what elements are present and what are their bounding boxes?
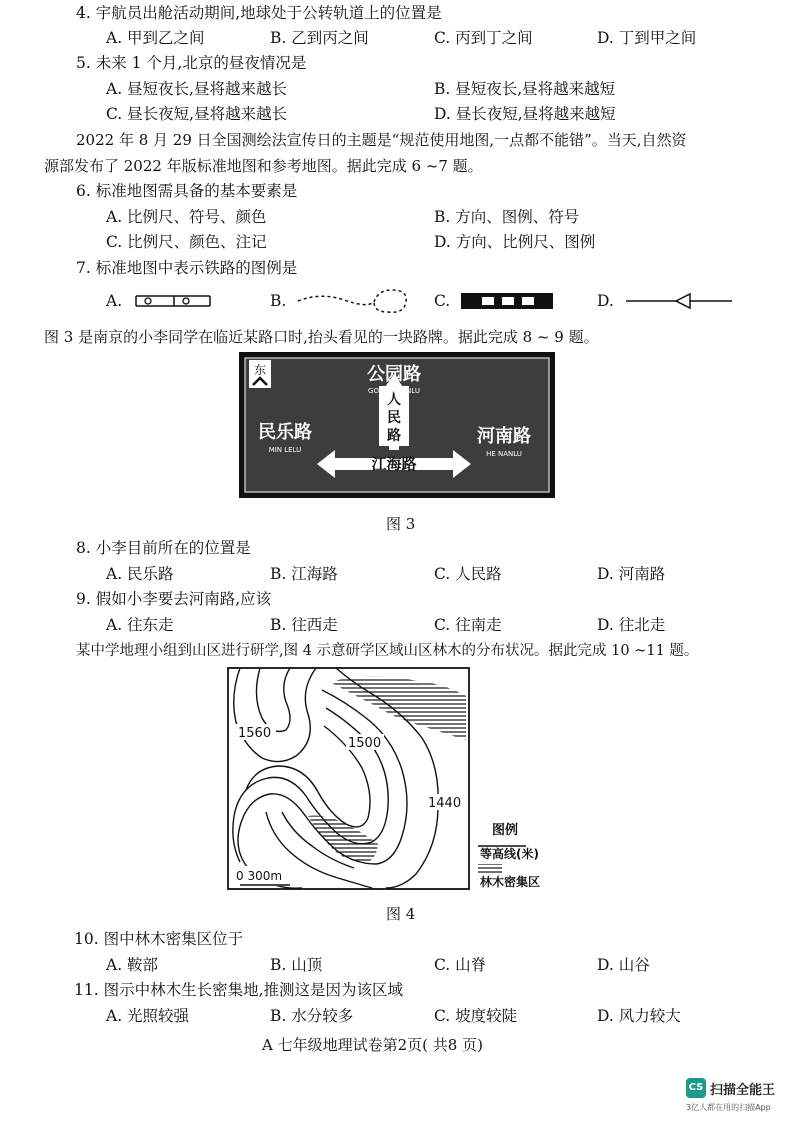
q9-option-b: B. 往西走 [270,616,338,634]
q6-option-b: B. 方向、图例、符号 [434,208,580,226]
intro-8-9: 图 3 是南京的小李同学在临近某路口时,抬头看见的一块路牌。据此完成 8 ~ 9 题。 [44,328,599,346]
q5-option-b: B. 昼短夜长,昼将越来越短 [434,80,616,98]
compass-label: 东 [253,363,267,377]
west-road-name: 民乐路 [258,422,312,443]
q8-option-a: A. 民乐路 [106,565,174,583]
contour-label-1500: 1500 [348,736,382,751]
scale-label: 0 300m [236,869,283,883]
q8-option-d: D. 河南路 [597,565,666,583]
scanner-brand-name: 扫描全能王 [710,1083,776,1098]
page-footer: A 七年级地理试卷第2页( 共8 页) [262,1036,483,1054]
q10-stem: 10. 图中林木密集区位于 [74,930,244,948]
legend-title: 图例 [492,823,519,838]
q8-stem: 8. 小李目前所在的位置是 [76,539,251,557]
road-sign [239,352,555,498]
railway-symbol-c [460,291,554,311]
q7-option-d-label: D. [597,292,614,310]
q7-option-c-label: C. [434,292,451,310]
q10-option-d: D. 山谷 [597,956,650,974]
contour-map [226,666,586,896]
q10-option-b: B. 山顶 [270,956,323,974]
intro-10-11: 某中学地理小组到山区进行研学,图 4 示意研学区域山区林木的分布状况。据此完成 10 ~11 题。 [76,643,699,659]
q11-option-a: A. 光照较强 [106,1007,190,1025]
q7-stem: 7. 标准地图中表示铁路的图例是 [76,259,298,277]
q5-stem: 5. 未来 1 个月,北京的昼夜情况是 [76,54,307,72]
legend-forest-label: 林木密集区 [480,875,541,889]
intro-6-7-line1: 2022 年 8 月 29 日全国测绘法宣传日的主题是“规范使用地图,一点都不能错”。当天,自然资 [76,131,687,149]
west-road-pinyin: MIN LELU [268,446,302,454]
east-road-name: 河南路 [477,426,531,447]
q9-stem: 9. 假如小李要去河南路,应该 [76,590,272,608]
q4-option-c: C. 丙到丁之间 [434,29,533,47]
q10-option-c: C. 山脊 [434,956,487,974]
q11-option-d: D. 风力较大 [597,1007,681,1025]
north-road-pinyin: GONG YUANLU [368,387,420,395]
q7-option-b-label: B. [270,292,287,310]
q11-option-c: C. 坡度较陡 [434,1007,518,1025]
arrow-symbol-d [624,291,734,311]
intro-6-7-line2: 源部发布了 2022 年版标准地图和参考地图。据此完成 6 ~7 题。 [44,157,483,175]
contour-label-1560: 1560 [238,726,272,741]
q4-option-d: D. 丁到甲之间 [597,29,697,47]
scanner-tagline: 3亿人都在用的扫描App [686,1103,771,1112]
q4-option-b: B. 乙到丙之间 [270,29,369,47]
q4-option-a: A. 甲到乙之间 [106,29,205,47]
north-road-name: 公园路 [367,364,421,385]
cross-road-name: 江海路 [371,455,417,473]
dashed-boundary-symbol-b [296,284,414,318]
legend-forest-swatch [478,864,502,874]
legend-contour-label: 等高线(米) [480,847,539,861]
q10-option-a: A. 鞍部 [106,956,159,974]
railway-symbol-a [134,291,214,311]
q8-option-c: C. 人民路 [434,565,502,583]
figure-3-caption: 图 3 [386,515,416,533]
figure-4-caption: 图 4 [386,905,416,923]
center-road-char-1: 人 [387,392,401,408]
q9-option-c: C. 往南走 [434,616,502,634]
scanner-logo-icon [686,1078,706,1098]
q5-option-a: A. 昼短夜长,昼将越来越长 [106,80,287,98]
q5-option-c: C. 昼长夜短,昼将越来越长 [106,105,288,123]
contour-label-1440: 1440 [428,796,462,811]
q8-option-b: B. 江海路 [270,565,338,583]
q6-option-c: C. 比例尺、颜色、注记 [106,233,267,251]
q9-option-a: A. 往东走 [106,616,174,634]
q6-option-a: A. 比例尺、符号、颜色 [106,208,267,226]
q11-stem: 11. 图示中林木生长密集地,推测这是因为该区域 [74,981,404,999]
q9-option-d: D. 往北走 [597,616,666,634]
east-road-pinyin: HE NANLU [486,450,522,458]
center-road-char-2: 民 [387,410,401,426]
q5-option-d: D. 昼长夜短,昼将越来越短 [434,105,616,123]
q11-option-b: B. 水分较多 [270,1007,354,1025]
q6-option-d: D. 方向、比例尺、图例 [434,233,596,251]
q7-option-a-label: A. [106,292,123,310]
center-road-char-3: 路 [387,428,401,444]
q6-stem: 6. 标准地图需具备的基本要素是 [76,182,298,200]
q4-stem: 4. 宇航员出舱活动期间,地球处于公转轨道上的位置是 [76,4,442,22]
scanner-logo-text: CS [688,1082,704,1093]
